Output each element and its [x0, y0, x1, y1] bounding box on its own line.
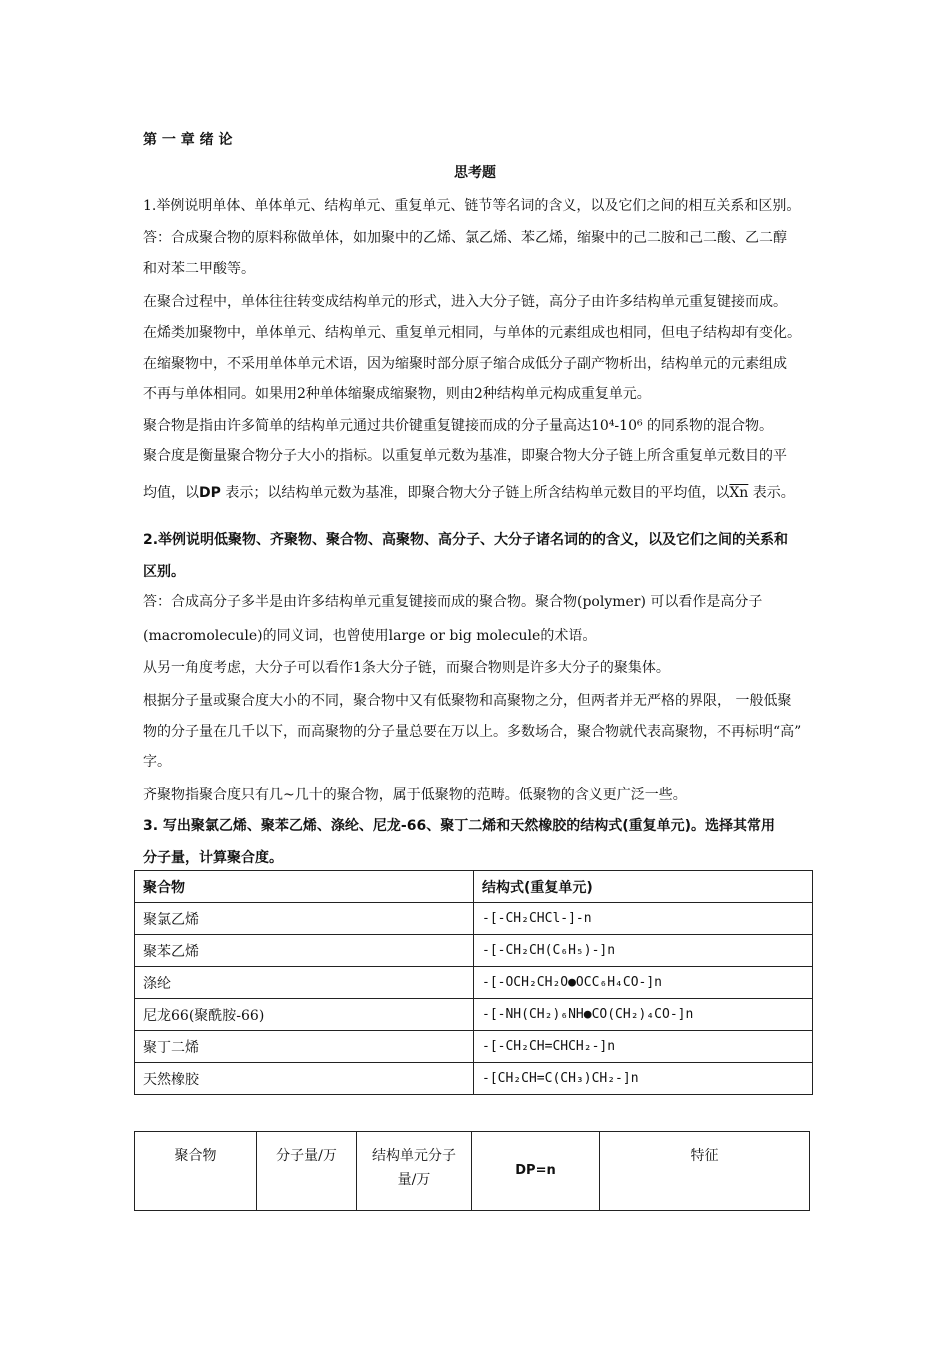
paragraph-addition-polymer: 在烯类加聚物中，单体单元、结构单元、重复单元相同，与单体的元素组成也相同，但电子结构却有变化。 [143, 325, 801, 341]
table-row [135, 1063, 813, 1095]
paragraph-condensation-line-2: 不再与单体相同。如果用2种单体缩聚成缩聚物，则由2种结构单元构成重复单元。 [143, 386, 651, 402]
header-polymer: 聚合物 [135, 871, 474, 903]
dp-text-c: 表示。 [748, 485, 795, 501]
header-unit-weight-line-1: 结构单元分子 [372, 1148, 456, 1164]
dp-symbol: DP [199, 485, 221, 501]
polymer-formula: -[-CH₂CH(C₆H₅)-]n [474, 935, 813, 967]
paragraph-oligomer-line-3: 字。 [143, 754, 171, 770]
header-feature: 特征 [600, 1132, 810, 1211]
xn-symbol: $\overline{Xn}$ [729, 485, 749, 501]
polymer-name: 尼龙66(聚酰胺-66) [135, 999, 474, 1031]
table-row [135, 967, 813, 999]
question-1: 1.举例说明单体、单体单元、结构单元、重复单元、链节等名词的含义，以及它们之间的相互关系和区别。 [143, 198, 801, 214]
chapter-title: 第 一 章 绪 论 [143, 132, 233, 148]
paragraph-telomer: 齐聚物指聚合度只有几~几十的聚合物，属于低聚物的范畴。低聚物的含义更广泛一些。 [143, 787, 687, 803]
question-3-line-2: 分子量，计算聚合度。 [143, 850, 283, 866]
question-2-line-1: 2.举例说明低聚物、齐聚物、聚合物、高聚物、高分子、大分子诸名词的的含义，以及它们之间的关系和 [143, 532, 789, 548]
table-row [135, 903, 813, 935]
header-polymer: 聚合物 [135, 1132, 257, 1211]
dp-text-a: 均值，以 [143, 485, 199, 501]
polymer-formula: -[-NH(CH₂)₆NH●CO(CH₂)₄CO-]n [474, 999, 813, 1031]
paragraph-condensation-line-1: 在缩聚物中，不采用单体单元术语，因为缩聚时部分原子缩合成低分子副产物析出，结构单元的元素组成 [143, 356, 787, 372]
question-2-line-2: 区别。 [143, 564, 185, 580]
paragraph-monomer-unit: 在聚合过程中，单体往往转变成结构单元的形式，进入大分子链，高分子由许多结构单元重复键接而成。 [143, 294, 787, 310]
answer-1-line-2: 和对苯二甲酸等。 [143, 261, 255, 277]
answer-2-line-2: (macromolecule)的同义词，也曾使用large or big molecule的术语。 [143, 628, 597, 644]
table-row [135, 935, 813, 967]
table-header-row [135, 871, 813, 903]
polymer-name: 聚苯乙烯 [135, 935, 474, 967]
answer-1-line-1: 答：合成聚合物的原料称做单体，如加聚中的乙烯、氯乙烯、苯乙烯，缩聚中的己二胺和己二酸、乙二醇 [143, 230, 787, 246]
header-unit-weight [357, 1132, 472, 1211]
section-title: 思考题 [454, 165, 496, 181]
polymer-name: 聚氯乙烯 [135, 903, 474, 935]
question-3-line-1: 3. 写出聚氯乙烯、聚苯乙烯、涤纶、尼龙-66、聚丁二烯和天然橡胶的结构式(重复单元)。选择其常用 [143, 818, 776, 834]
structure-formula-table [134, 870, 813, 1095]
polymer-formula: -[-CH₂CHCl-]-n [474, 903, 813, 935]
paragraph-oligomer-line-2: 物的分子量在几千以下，而高聚物的分子量总要在万以上。多数场合，聚合物就代表高聚物，不再标明“高” [143, 724, 802, 740]
paragraph-oligomer-line-1: 根据分子量或聚合度大小的不同，聚合物中又有低聚物和高聚物之分，但两者并无严格的界限， 一般低聚 [143, 693, 792, 709]
header-formula: 结构式(重复单元) [474, 871, 813, 903]
polymer-name: 涤纶 [135, 967, 474, 999]
polymer-formula: -[-OCH₂CH₂O●OCC₆H₄CO-]n [474, 967, 813, 999]
paragraph-macromolecule: 从另一角度考虑，大分子可以看作1条大分子链，而聚合物则是许多大分子的聚集体。 [143, 660, 670, 676]
header-dp: DP=n [472, 1132, 600, 1211]
polymer-name: 天然橡胶 [135, 1063, 474, 1095]
header-molecular-weight: 分子量/万 [257, 1132, 357, 1211]
table-row [135, 1031, 813, 1063]
polymer-formula: -[CH₂CH=C(CH₃)CH₂-]n [474, 1063, 813, 1095]
degree-of-polymerization-table [134, 1131, 810, 1211]
table-header-row [135, 1132, 810, 1211]
answer-2-line-1: 答：合成高分子多半是由许多结构单元重复键接而成的聚合物。聚合物(polymer) 可以看作是高分子 [143, 594, 763, 610]
paragraph-dp-line-1: 聚合度是衡量聚合物分子大小的指标。以重复单元数为基准，即聚合物大分子链上所含重复单元数目的平 [143, 448, 787, 464]
polymer-formula: -[-CH₂CH=CHCH₂-]n [474, 1031, 813, 1063]
polymer-name: 聚丁二烯 [135, 1031, 474, 1063]
paragraph-dp-line-2 [143, 483, 795, 503]
header-unit-weight-line-2: 量/万 [397, 1172, 431, 1188]
table-row [135, 999, 813, 1031]
paragraph-polymer-definition: 聚合物是指由许多简单的结构单元通过共价键重复键接而成的分子量高达10⁴-10⁶ 的同系物的混合物。 [143, 418, 774, 434]
dp-text-b: 表示；以结构单元数为基准，即聚合物大分子链上所含结构单元数目的平均值，以 [220, 485, 730, 501]
